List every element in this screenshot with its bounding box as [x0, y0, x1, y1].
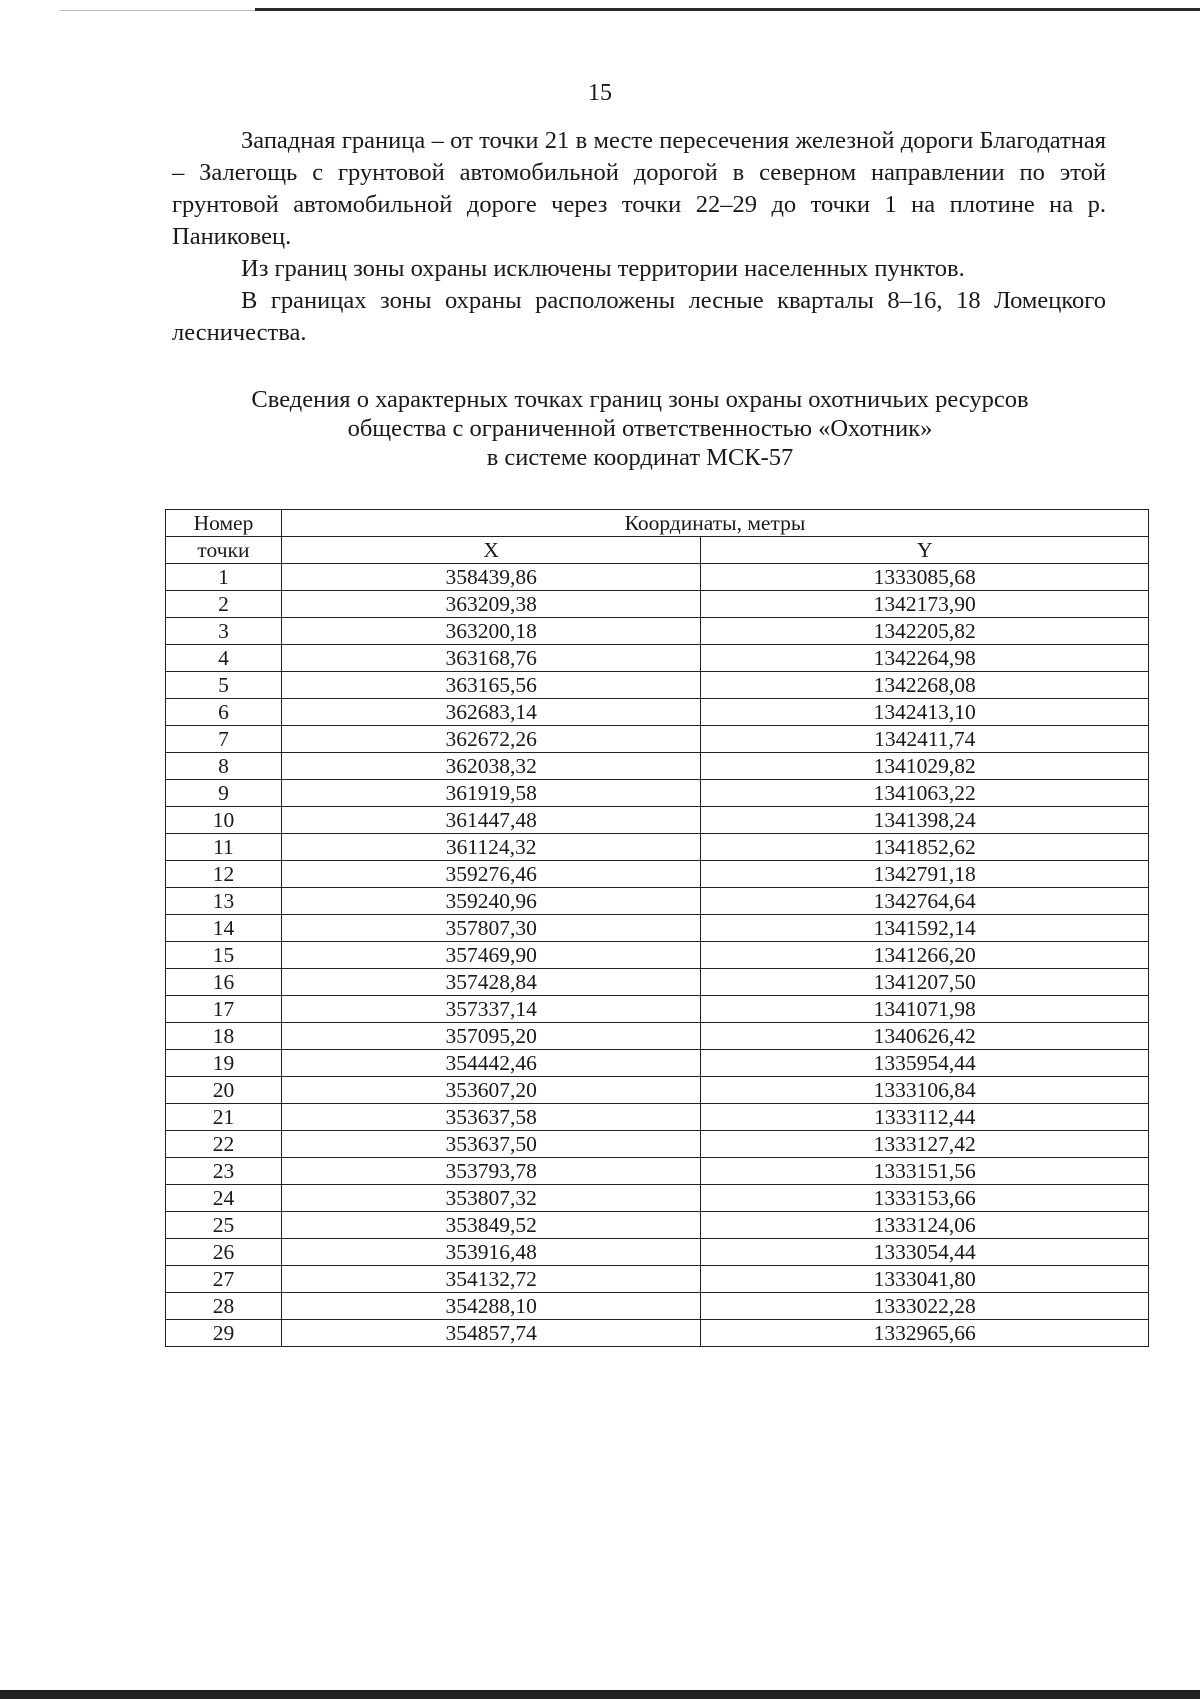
table-body: [166, 564, 1149, 1347]
point-number-cell: 28: [166, 1293, 282, 1320]
x-coordinate-cell: 354442,46: [281, 1050, 701, 1077]
table-row: [166, 726, 1149, 753]
table-row: [166, 1320, 1149, 1347]
header-point-number-label: Номер: [193, 511, 254, 535]
table-row: [166, 942, 1149, 969]
caption-line-2: общества с ограниченной ответственностью «Охотник»: [347, 415, 933, 442]
x-coordinate-cell: 353637,58: [281, 1104, 701, 1131]
y-coordinate-cell: 1341071,98: [701, 996, 1149, 1023]
x-coordinate-cell: 362038,32: [281, 753, 701, 780]
caption-line-3: в системе координат МСК-57: [486, 444, 794, 471]
table-row: [166, 969, 1149, 996]
point-number-cell: 5: [166, 672, 282, 699]
table-row: [166, 1104, 1149, 1131]
point-number-cell: 14: [166, 915, 282, 942]
header-coordinates: Координаты, метры: [281, 510, 1148, 537]
point-number-cell: 10: [166, 807, 282, 834]
point-number-cell: 16: [166, 969, 282, 996]
y-coordinate-cell: 1342264,98: [701, 645, 1149, 672]
table-row: [166, 618, 1149, 645]
point-number-cell: 15: [166, 942, 282, 969]
point-number-cell: 9: [166, 780, 282, 807]
point-number-cell: 25: [166, 1212, 282, 1239]
y-coordinate-cell: 1333106,84: [701, 1077, 1149, 1104]
table-row: [166, 1185, 1149, 1212]
table-caption: [150, 385, 1130, 472]
x-coordinate-cell: 353916,48: [281, 1239, 701, 1266]
x-coordinate-cell: 363168,76: [281, 645, 701, 672]
page-number: 15: [588, 80, 612, 106]
y-coordinate-cell: 1342791,18: [701, 861, 1149, 888]
y-coordinate-cell: 1335954,44: [701, 1050, 1149, 1077]
paragraph-western-boundary: Западная граница – от точки 21 в месте пересечения железной дороги Благодатная – Залегощь с грунтовой автомобильной дорогой в северном направлении по этой грунтовой автомобильной дороге через точки 22–29 до точки 1 на плотине на р. Паниковец.: [172, 127, 1106, 250]
point-number-cell: 4: [166, 645, 282, 672]
y-coordinate-cell: 1342411,74: [701, 726, 1149, 753]
x-coordinate-cell: 357807,30: [281, 915, 701, 942]
y-coordinate-cell: 1342413,10: [701, 699, 1149, 726]
x-coordinate-cell: 359276,46: [281, 861, 701, 888]
table-row: [166, 834, 1149, 861]
x-coordinate-cell: 358439,86: [281, 564, 701, 591]
y-coordinate-cell: 1341852,62: [701, 834, 1149, 861]
point-number-cell: 27: [166, 1266, 282, 1293]
point-number-cell: 20: [166, 1077, 282, 1104]
table-row: [166, 807, 1149, 834]
x-coordinate-cell: 362683,14: [281, 699, 701, 726]
table-row: [166, 1158, 1149, 1185]
table-row: [166, 645, 1149, 672]
header-y: Y: [701, 537, 1149, 564]
point-number-cell: 12: [166, 861, 282, 888]
table-row: [166, 1023, 1149, 1050]
point-number-cell: 1: [166, 564, 282, 591]
y-coordinate-cell: 1341266,20: [701, 942, 1149, 969]
x-coordinate-cell: 354132,72: [281, 1266, 701, 1293]
table-row: [166, 888, 1149, 915]
table-row: [166, 1131, 1149, 1158]
table-row: [166, 1077, 1149, 1104]
point-number-cell: 2: [166, 591, 282, 618]
y-coordinate-cell: 1340626,42: [701, 1023, 1149, 1050]
table-row: [166, 699, 1149, 726]
point-number-cell: 8: [166, 753, 282, 780]
table-row: [166, 591, 1149, 618]
y-coordinate-cell: 1342268,08: [701, 672, 1149, 699]
x-coordinate-cell: 357469,90: [281, 942, 701, 969]
y-coordinate-cell: 1333127,42: [701, 1131, 1149, 1158]
y-coordinate-cell: 1341029,82: [701, 753, 1149, 780]
scan-edge-faint: [60, 10, 260, 11]
point-number-cell: 26: [166, 1239, 282, 1266]
point-number-cell: 24: [166, 1185, 282, 1212]
point-number-cell: 6: [166, 699, 282, 726]
point-number-cell: 22: [166, 1131, 282, 1158]
y-coordinate-cell: 1333112,44: [701, 1104, 1149, 1131]
y-coordinate-cell: 1333022,28: [701, 1293, 1149, 1320]
y-coordinate-cell: 1342173,90: [701, 591, 1149, 618]
paragraph-forest-quarters: В границах зоны охраны расположены лесные кварталы 8–16, 18 Ломецкого лесничества.: [172, 287, 1106, 346]
table-row: [166, 672, 1149, 699]
table-row: [166, 996, 1149, 1023]
body-text: [172, 125, 1106, 349]
x-coordinate-cell: 363209,38: [281, 591, 701, 618]
y-coordinate-cell: 1342205,82: [701, 618, 1149, 645]
table-row: [166, 861, 1149, 888]
x-coordinate-cell: 354288,10: [281, 1293, 701, 1320]
scan-edge-top: [255, 8, 1200, 11]
point-number-cell: 17: [166, 996, 282, 1023]
y-coordinate-cell: 1333151,56: [701, 1158, 1149, 1185]
point-number-cell: 3: [166, 618, 282, 645]
point-number-cell: 23: [166, 1158, 282, 1185]
table-subheader-row: [166, 537, 1149, 564]
y-coordinate-cell: 1333124,06: [701, 1212, 1149, 1239]
x-coordinate-cell: 357095,20: [281, 1023, 701, 1050]
point-number-cell: 21: [166, 1104, 282, 1131]
point-number-cell: 7: [166, 726, 282, 753]
header-x: X: [281, 537, 701, 564]
table-row: [166, 780, 1149, 807]
x-coordinate-cell: 353607,20: [281, 1077, 701, 1104]
x-coordinate-cell: 362672,26: [281, 726, 701, 753]
x-coordinate-cell: 357428,84: [281, 969, 701, 996]
table-row: [166, 564, 1149, 591]
y-coordinate-cell: 1333153,66: [701, 1185, 1149, 1212]
table-row: [166, 1050, 1149, 1077]
point-number-cell: 13: [166, 888, 282, 915]
table-row: [166, 1212, 1149, 1239]
table-row: [166, 1266, 1149, 1293]
x-coordinate-cell: 353807,32: [281, 1185, 701, 1212]
y-coordinate-cell: 1341207,50: [701, 969, 1149, 996]
y-coordinate-cell: 1341398,24: [701, 807, 1149, 834]
point-number-cell: 11: [166, 834, 282, 861]
x-coordinate-cell: 361919,58: [281, 780, 701, 807]
y-coordinate-cell: 1332965,66: [701, 1320, 1149, 1347]
point-number-cell: 29: [166, 1320, 282, 1347]
coordinates-table: [165, 509, 1149, 1347]
y-coordinate-cell: 1333041,80: [701, 1266, 1149, 1293]
x-coordinate-cell: 354857,74: [281, 1320, 701, 1347]
scan-edge-bottom: [0, 1690, 1200, 1699]
table-row: [166, 1239, 1149, 1266]
table-row: [166, 753, 1149, 780]
header-point-number-sub: точки: [166, 537, 282, 564]
y-coordinate-cell: 1333085,68: [701, 564, 1149, 591]
x-coordinate-cell: 357337,14: [281, 996, 701, 1023]
x-coordinate-cell: 353793,78: [281, 1158, 701, 1185]
x-coordinate-cell: 363165,56: [281, 672, 701, 699]
paragraph-excluded-territories: Из границ зоны охраны исключены территории населенных пунктов.: [241, 255, 965, 282]
table-header-row: [166, 510, 1149, 537]
y-coordinate-cell: 1342764,64: [701, 888, 1149, 915]
table-row: [166, 915, 1149, 942]
header-point-number: [166, 510, 282, 537]
x-coordinate-cell: 353637,50: [281, 1131, 701, 1158]
y-coordinate-cell: 1333054,44: [701, 1239, 1149, 1266]
caption-line-1: Сведения о характерных точках границ зоны охраны охотничьих ресурсов: [251, 386, 1029, 413]
x-coordinate-cell: 359240,96: [281, 888, 701, 915]
y-coordinate-cell: 1341592,14: [701, 915, 1149, 942]
table-row: [166, 1293, 1149, 1320]
x-coordinate-cell: 363200,18: [281, 618, 701, 645]
x-coordinate-cell: 361124,32: [281, 834, 701, 861]
x-coordinate-cell: 361447,48: [281, 807, 701, 834]
y-coordinate-cell: 1341063,22: [701, 780, 1149, 807]
point-number-cell: 18: [166, 1023, 282, 1050]
x-coordinate-cell: 353849,52: [281, 1212, 701, 1239]
point-number-cell: 19: [166, 1050, 282, 1077]
